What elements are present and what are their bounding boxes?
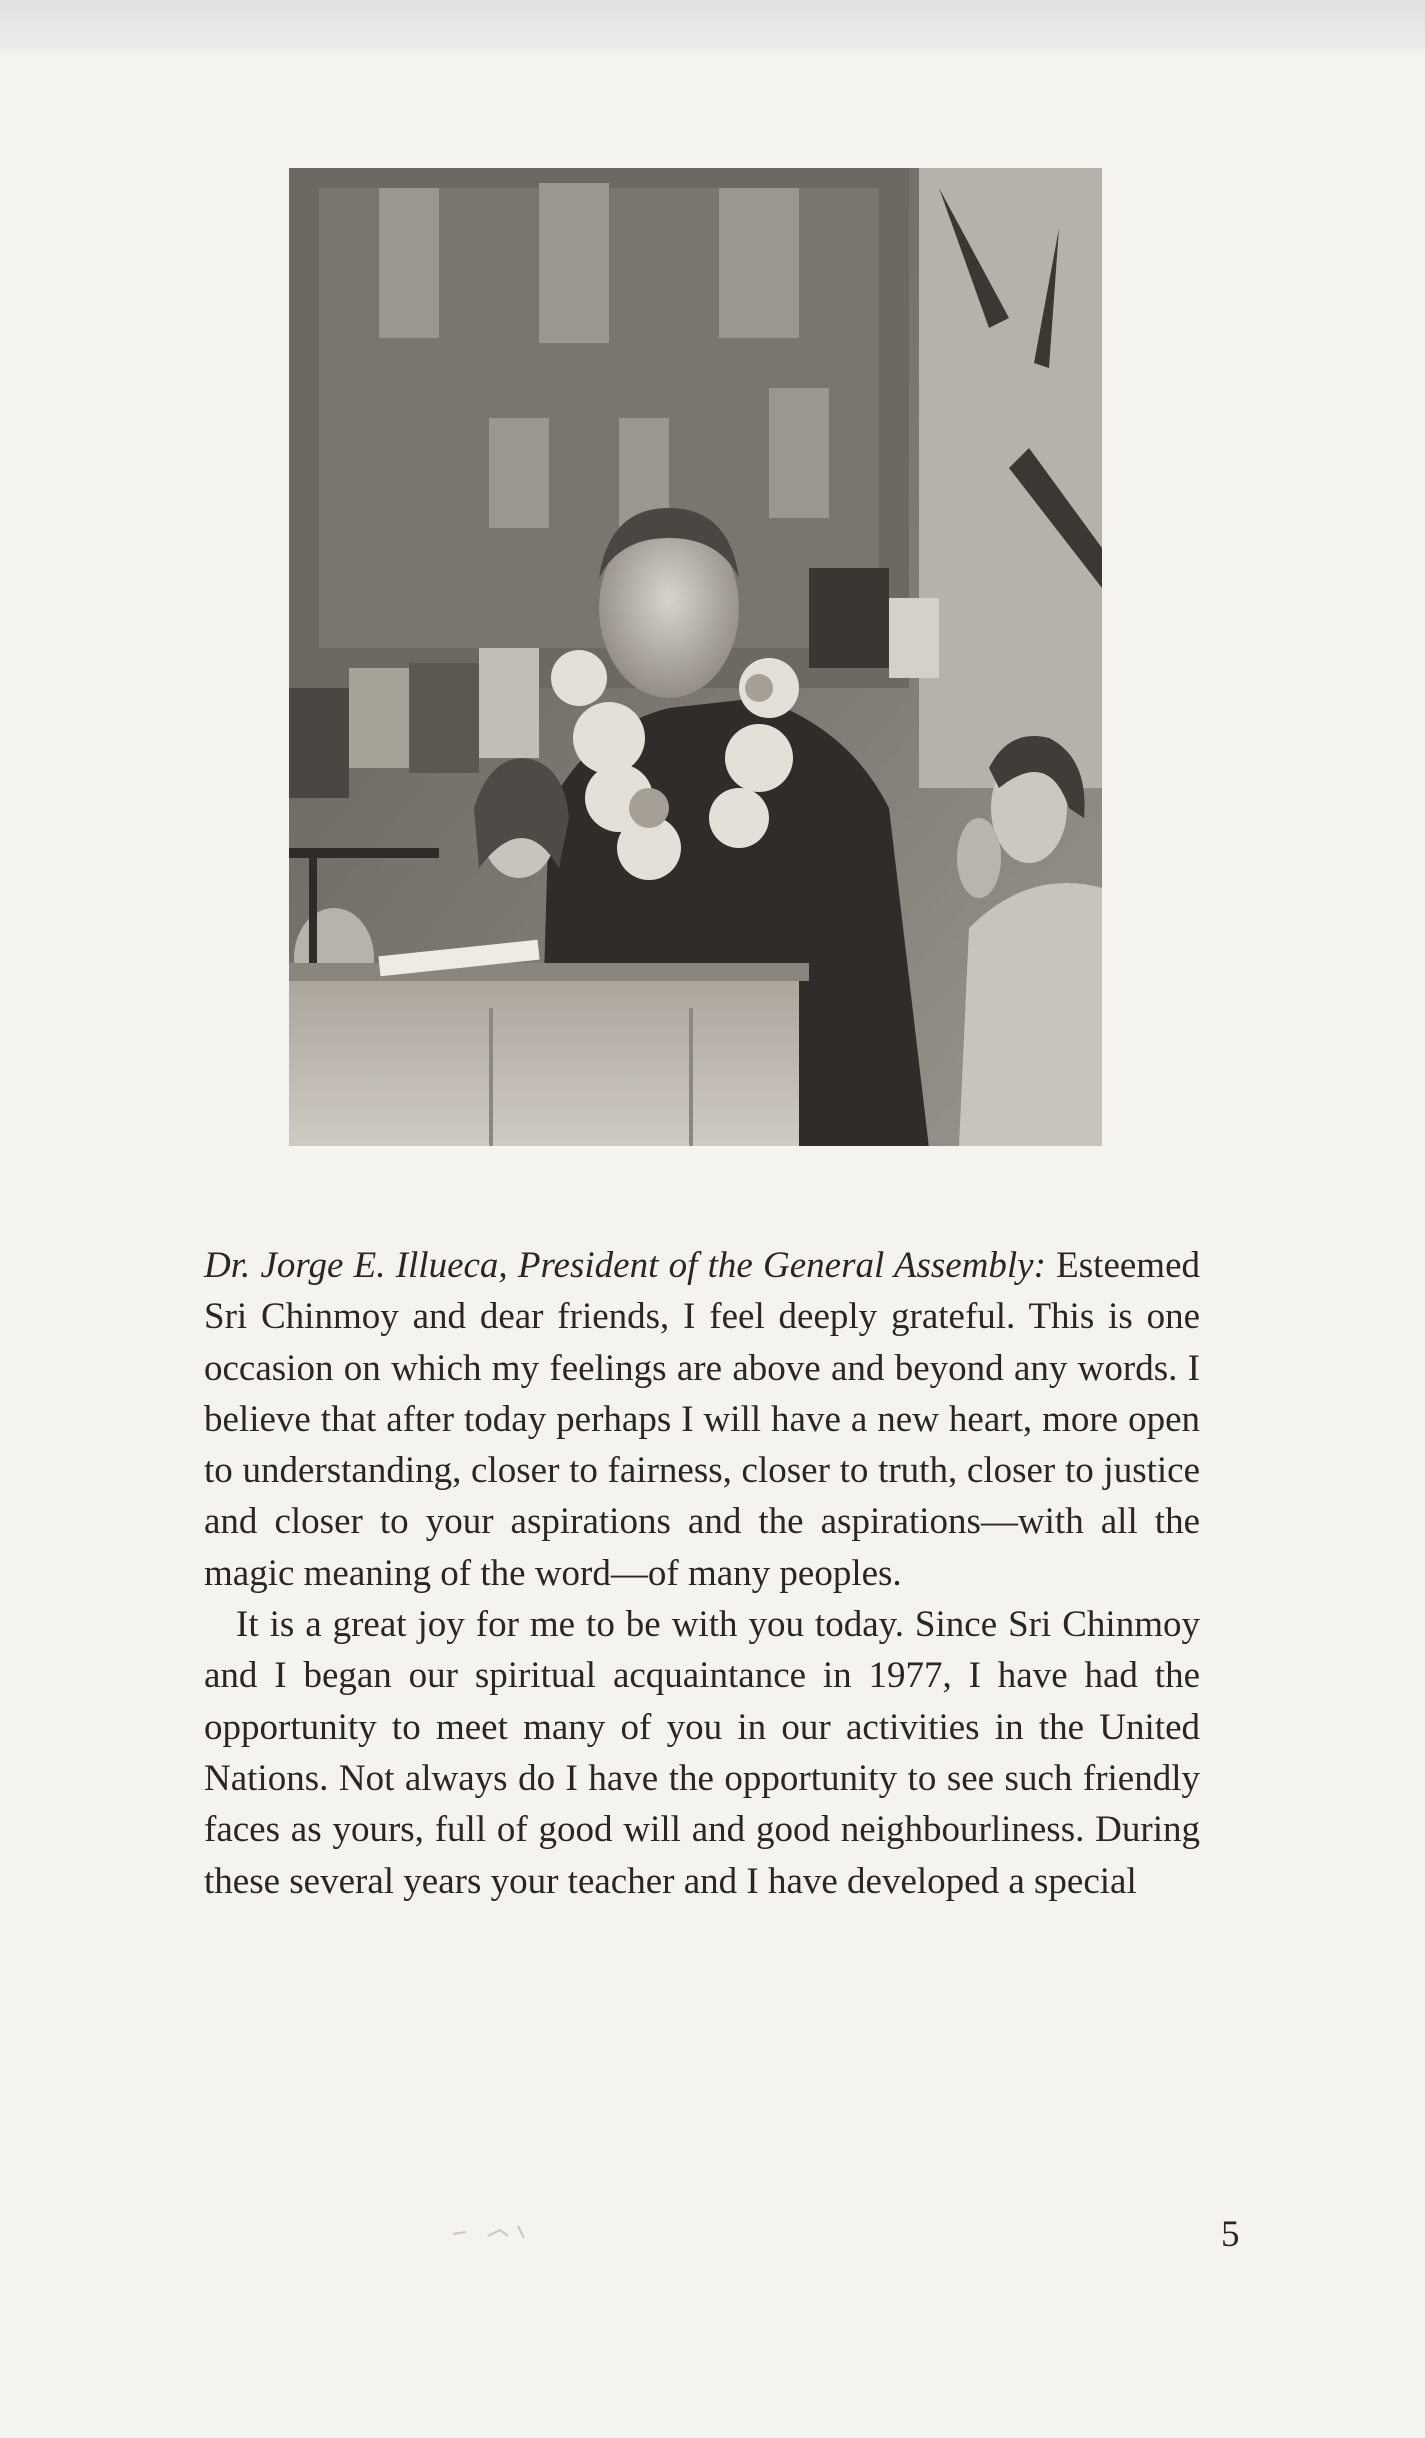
stray-ink-mark: [448, 2220, 538, 2242]
page-edge-shadow: [0, 0, 1425, 56]
photo-speaker-at-podium: [289, 168, 1102, 1146]
speaker-attribution: Dr. Jorge E. Illueca, President of the General Assembly:: [204, 1245, 1046, 1286]
paragraph-1-text: Esteemed Sri Chinmoy and dear friends, I feel deeply grateful. This is one occasion on which my feelings are above and beyond any words. I believe that after today perhaps I will have a new heart, more open to understanding, closer to fairness, closer to truth, closer to justice and closer to your aspirations and the aspirations—with all the magic meaning of the word—of many peoples.: [204, 1245, 1200, 1594]
page-number: 5: [1221, 2214, 1240, 2255]
paragraph-1: [204, 1240, 1200, 1599]
body-text: [204, 1240, 1200, 1907]
paragraph-2: It is a great joy for me to be with you today. Since Sri Chinmoy and I began our spiritual acquaintance in 1977, I have had the opportunity to meet many of you in our activities in the United Nations. Not always do I have the opportunity to see such friendly faces as yours, full of good will and good neighbourliness. During these several years your teacher and I have developed a special: [204, 1604, 1200, 1902]
